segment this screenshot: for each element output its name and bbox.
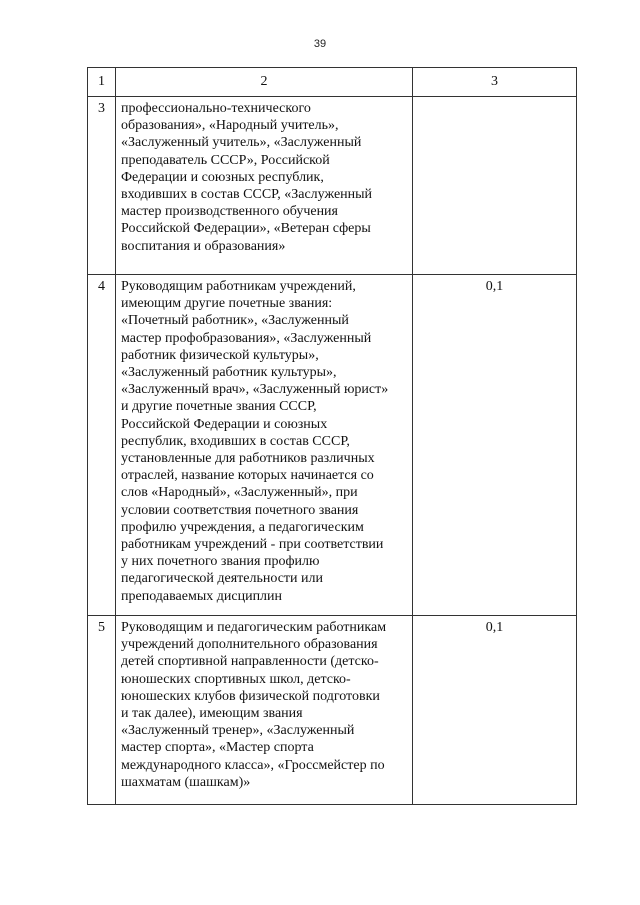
column-header-1: 1 <box>88 68 116 97</box>
table-row <box>88 97 577 275</box>
table-row <box>88 616 577 805</box>
row-number: 5 <box>88 616 116 805</box>
row-description: Руководящим и педагогическим работникам учреждений дополнительного образования детей спортивной направленности (детско- юношеских спортивных школ, детско- юношеских клубов физической подготовки и так далее), имеющим звания «Заслуженный тренер», «Заслуженный мастер спорта», «Мастер спорта международного класса», «Гроссмейстер по шахматам (шашкам)» <box>116 616 413 805</box>
row-number: 3 <box>88 97 116 275</box>
row-description: Руководящим работникам учреждений, имеющим другие почетные звания: «Почетный работник», «Заслуженный мастер профобразования», «Заслуженный работник физической культуры», «Заслуженный работник культуры», «Заслуженный врач», «Заслуженный юрист» и другие почетные звания СССР, Российской Федерации и союзных республик, входивших в состав СССР, установленные для работников различных отраслей, название которых начинается со слов «Народный», «Заслуженный», при условии соответствия почетного звания профилю учреждения, а педагогическим работникам учреждений - при соответствии у них почетного звания профилю педагогической деятельности или преподаваемых дисциплин <box>116 275 413 616</box>
page-number: 39 <box>313 38 327 50</box>
row-value: 0,1 <box>413 616 577 805</box>
column-header-3: 3 <box>413 68 577 97</box>
row-description: профессионально-технического образования», «Народный учитель», «Заслуженный учитель», «Заслуженный преподаватель СССР», Российской Федерации и союзных республик, входивших в состав СССР, «Заслуженный мастер производственного обучения Российской Федерации», «Ветеран сферы воспитания и образования» <box>116 97 413 275</box>
table-header-row <box>88 68 577 97</box>
row-value <box>413 97 577 275</box>
row-value: 0,1 <box>413 275 577 616</box>
column-header-2: 2 <box>116 68 413 97</box>
row-number: 4 <box>88 275 116 616</box>
data-table <box>87 67 577 805</box>
table-row <box>88 275 577 616</box>
